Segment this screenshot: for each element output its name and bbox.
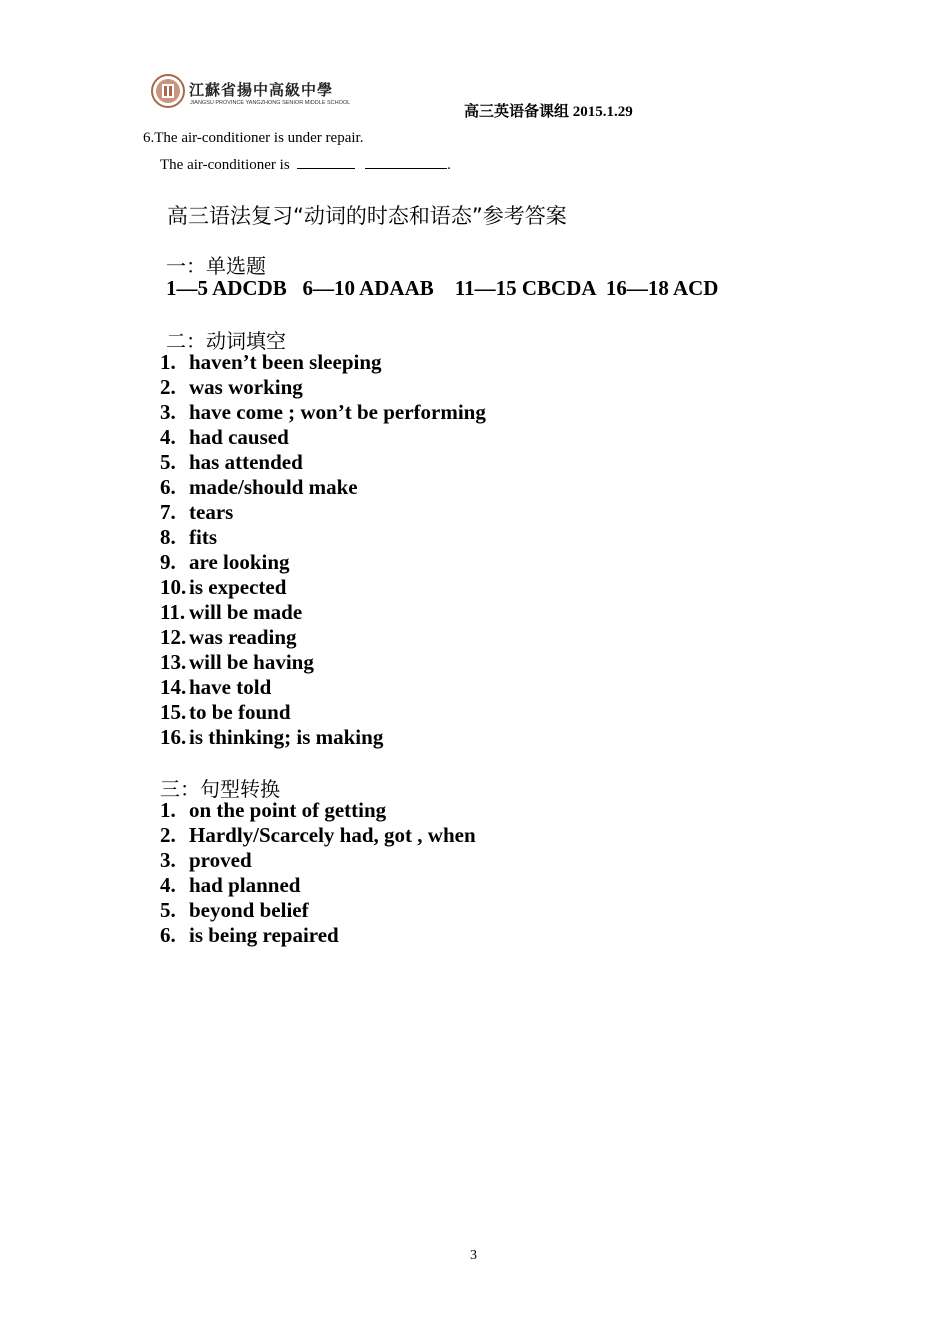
- list-item: [160, 873, 476, 898]
- school-logo: [151, 73, 351, 113]
- list-item: [160, 625, 486, 650]
- item-number: 1.: [160, 350, 176, 374]
- logo-english-text: JIANGSU PROVINCE YANGZHONG SENIOR MIDDLE SCHOOL: [190, 100, 351, 106]
- list-item: [160, 525, 486, 550]
- item-answer: had planned: [189, 873, 301, 897]
- item-number: 4.: [160, 425, 176, 449]
- section-2-heading: 二：动词填空: [166, 329, 286, 353]
- item-answer: will be made: [189, 600, 303, 624]
- list-item: [160, 798, 476, 823]
- list-item: [160, 923, 476, 948]
- item-number: 8.: [160, 525, 176, 549]
- list-item: [160, 475, 486, 500]
- question-6-answer-line: [160, 155, 451, 173]
- item-answer: made/should make: [189, 475, 358, 499]
- item-number: 5.: [160, 898, 176, 922]
- item-answer: fits: [189, 525, 217, 549]
- list-item: [160, 575, 486, 600]
- item-answer: tears: [189, 500, 234, 524]
- item-answer: on the point of getting: [189, 798, 387, 822]
- answer-key-title: 高三语法复习“动词的时态和语态”参考答案: [167, 204, 567, 228]
- list-item: [160, 823, 476, 848]
- list-item: [160, 600, 486, 625]
- item-number: 1.: [160, 798, 176, 822]
- item-answer: are looking: [189, 550, 290, 574]
- item-number: 5.: [160, 450, 176, 474]
- item-answer: have told: [189, 675, 272, 699]
- item-answer: to be found: [189, 700, 291, 724]
- list-item: [160, 650, 486, 675]
- item-number: 3.: [160, 400, 176, 424]
- item-number: 6.: [160, 475, 176, 499]
- item-answer: had caused: [189, 425, 289, 449]
- school-emblem-icon: [151, 73, 185, 109]
- sentence-transform-answer-list: [160, 798, 476, 948]
- item-answer: was working: [189, 375, 303, 399]
- item-answer: proved: [189, 848, 252, 872]
- item-number: 10.: [160, 575, 187, 599]
- list-item: [160, 725, 486, 750]
- logo-chinese-text: 江蘇省揚中高級中學: [189, 81, 334, 99]
- section-1-heading: 一：单选题: [166, 254, 266, 278]
- item-number: 12.: [160, 625, 187, 649]
- list-item: [160, 848, 476, 873]
- answer-blank-2: [365, 155, 447, 169]
- list-item: [160, 700, 486, 725]
- list-item: [160, 400, 486, 425]
- item-number: 15.: [160, 700, 187, 724]
- question-6-answer-prefix: The air-conditioner is: [160, 157, 290, 173]
- item-number: 2.: [160, 375, 176, 399]
- item-number: 16.: [160, 725, 187, 749]
- list-item: [160, 675, 486, 700]
- answer-blank-1: [297, 155, 355, 169]
- item-answer: is thinking; is making: [189, 725, 384, 749]
- item-number: 6.: [160, 923, 176, 947]
- verb-fill-answer-list: [160, 350, 486, 750]
- list-item: [160, 500, 486, 525]
- list-item: [160, 350, 486, 375]
- item-answer: haven’t been sleeping: [189, 350, 382, 374]
- list-item: [160, 375, 486, 400]
- item-number: 2.: [160, 823, 176, 847]
- item-answer: was reading: [189, 625, 297, 649]
- question-6-answer-suffix: .: [447, 157, 451, 173]
- item-number: 3.: [160, 848, 176, 872]
- item-number: 7.: [160, 500, 176, 524]
- item-number: 11.: [160, 600, 186, 624]
- list-item: [160, 425, 486, 450]
- item-number: 13.: [160, 650, 187, 674]
- item-answer: beyond belief: [189, 898, 309, 922]
- multiple-choice-answers: 1—5 ADCDB 6—10 ADAAB 11—15 CBCDA 16—18 ACD: [166, 276, 719, 300]
- list-item: [160, 898, 476, 923]
- header-group-date: 高三英语备课组 2015.1.29: [464, 104, 633, 120]
- section-3-heading: 三：句型转换: [160, 777, 280, 801]
- item-answer: Hardly/Scarcely had, got , when: [189, 823, 476, 847]
- item-number: 9.: [160, 550, 176, 574]
- item-answer: have come ; won’t be performing: [189, 400, 486, 424]
- list-item: [160, 450, 486, 475]
- page-number: 3: [470, 1248, 477, 1263]
- item-answer: is expected: [189, 575, 287, 599]
- item-number: 14.: [160, 675, 187, 699]
- item-number: 4.: [160, 873, 176, 897]
- item-answer: will be having: [189, 650, 314, 674]
- item-answer: has attended: [189, 450, 303, 474]
- question-6-prompt: 6.The air-conditioner is under repair.: [143, 130, 364, 146]
- item-answer: is being repaired: [189, 923, 339, 947]
- list-item: [160, 550, 486, 575]
